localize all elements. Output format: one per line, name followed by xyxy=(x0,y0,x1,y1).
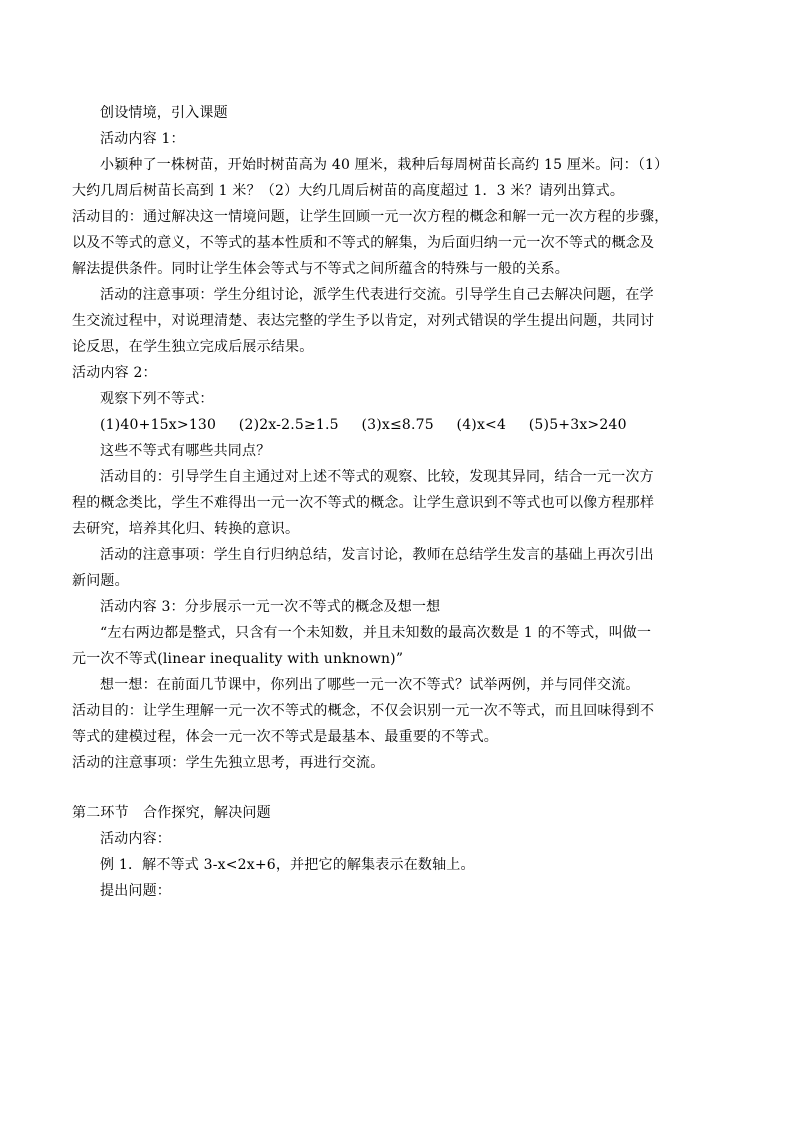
paragraph-line: 这些不等式有哪些共同点？ xyxy=(100,443,271,459)
inequality-item: (4)x<4 xyxy=(456,417,507,433)
paragraph-line: 生交流过程中，对说理清楚、表达完整的学生予以肯定，对列式错误的学生提出问题，共同讨 xyxy=(72,313,655,329)
paragraph-line: 论反思，在学生独立完成后展示结果。 xyxy=(72,339,314,355)
paragraph-line: 解法提供条件。同时让学生体会等式与不等式之间所蕴含的特殊与一般的关系。 xyxy=(72,261,569,277)
inequality-item: (3)x≤8.75 xyxy=(361,417,434,433)
paragraph-line: 观察下列不等式： xyxy=(100,391,214,407)
paragraph-line: 小颖种了一株树苗，开始时树苗高为 40 厘米，栽种后每周树苗长高约 15 厘米。问：（1） xyxy=(100,157,669,173)
inequality-item: (2)2x-2.5≥1.5 xyxy=(238,417,339,433)
definition-line: 元一次不等式(linear inequality with unknown)” xyxy=(72,651,404,667)
paragraph-line: 提出问题： xyxy=(100,883,171,899)
activity-label: 活动内容： xyxy=(100,831,171,847)
paragraph-line: 活动目的：引导学生自主通过对上述不等式的观察、比较，发现其异同，结合一元一次方 xyxy=(100,469,654,485)
definition-line: “左右两边都是整式，只含有一个未知数，并且未知数的最高次数是 1 的不等式，叫做一 xyxy=(100,625,652,641)
activity-label: 活动内容 1： xyxy=(100,131,185,147)
document-body xyxy=(72,100,722,904)
paragraph-line: 去研究，培养其化归、转换的意识。 xyxy=(72,521,300,537)
paragraph-line: 程的概念类比，学生不难得出一元一次不等式的概念。让学生意识到不等式也可以像方程那样 xyxy=(72,495,655,511)
paragraph-line: 活动目的：通过解决这一情境问题，让学生回顾一元一次方程的概念和解一元一次方程的步骤， xyxy=(72,209,669,225)
inequality-item: (5)5+3x>240 xyxy=(528,417,627,433)
section-title: 第二环节 合作探究，解决问题 xyxy=(72,805,271,821)
inequality-list xyxy=(72,412,722,438)
paragraph-line: 等式的建模过程，体会一元一次不等式是最基本、最重要的不等式。 xyxy=(72,729,498,745)
paragraph-line: 以及不等式的意义，不等式的基本性质和不等式的解集，为后面归纳一元一次不等式的概念及 xyxy=(72,235,655,251)
example-line: 例 1．解不等式 3-x<2x+6，并把它的解集表示在数轴上。 xyxy=(100,857,475,873)
paragraph-line: 活动的注意事项：学生自行归纳总结，发言讨论，教师在总结学生发言的基础上再次引出 xyxy=(100,547,654,563)
paragraph-line: 新问题。 xyxy=(72,573,129,589)
paragraph-line: 活动的注意事项：学生先独立思考，再进行交流。 xyxy=(72,755,385,771)
activity-label: 活动内容 3：分步展示一元一次不等式的概念及想一想 xyxy=(100,599,441,615)
activity-label: 活动内容 2： xyxy=(72,365,157,381)
paragraph-line: 活动的注意事项：学生分组讨论，派学生代表进行交流。引导学生自己去解决问题，在学 xyxy=(100,287,654,303)
inequality-item: (1)40+15x>130 xyxy=(100,417,217,433)
paragraph-line: 大约几周后树苗长高到 1 米？（2）大约几周后树苗的高度超过 1．3 米？请列出算式。 xyxy=(72,183,625,199)
paragraph-line: 想一想：在前面几节课中，你列出了哪些一元一次不等式？试举两例，并与同伴交流。 xyxy=(100,677,640,693)
section-gap xyxy=(72,776,722,800)
paragraph-line: 活动目的：让学生理解一元一次不等式的概念，不仅会识别一元一次不等式，而且回味得到不 xyxy=(72,703,655,719)
section-title: 创设情境，引入课题 xyxy=(100,105,228,121)
